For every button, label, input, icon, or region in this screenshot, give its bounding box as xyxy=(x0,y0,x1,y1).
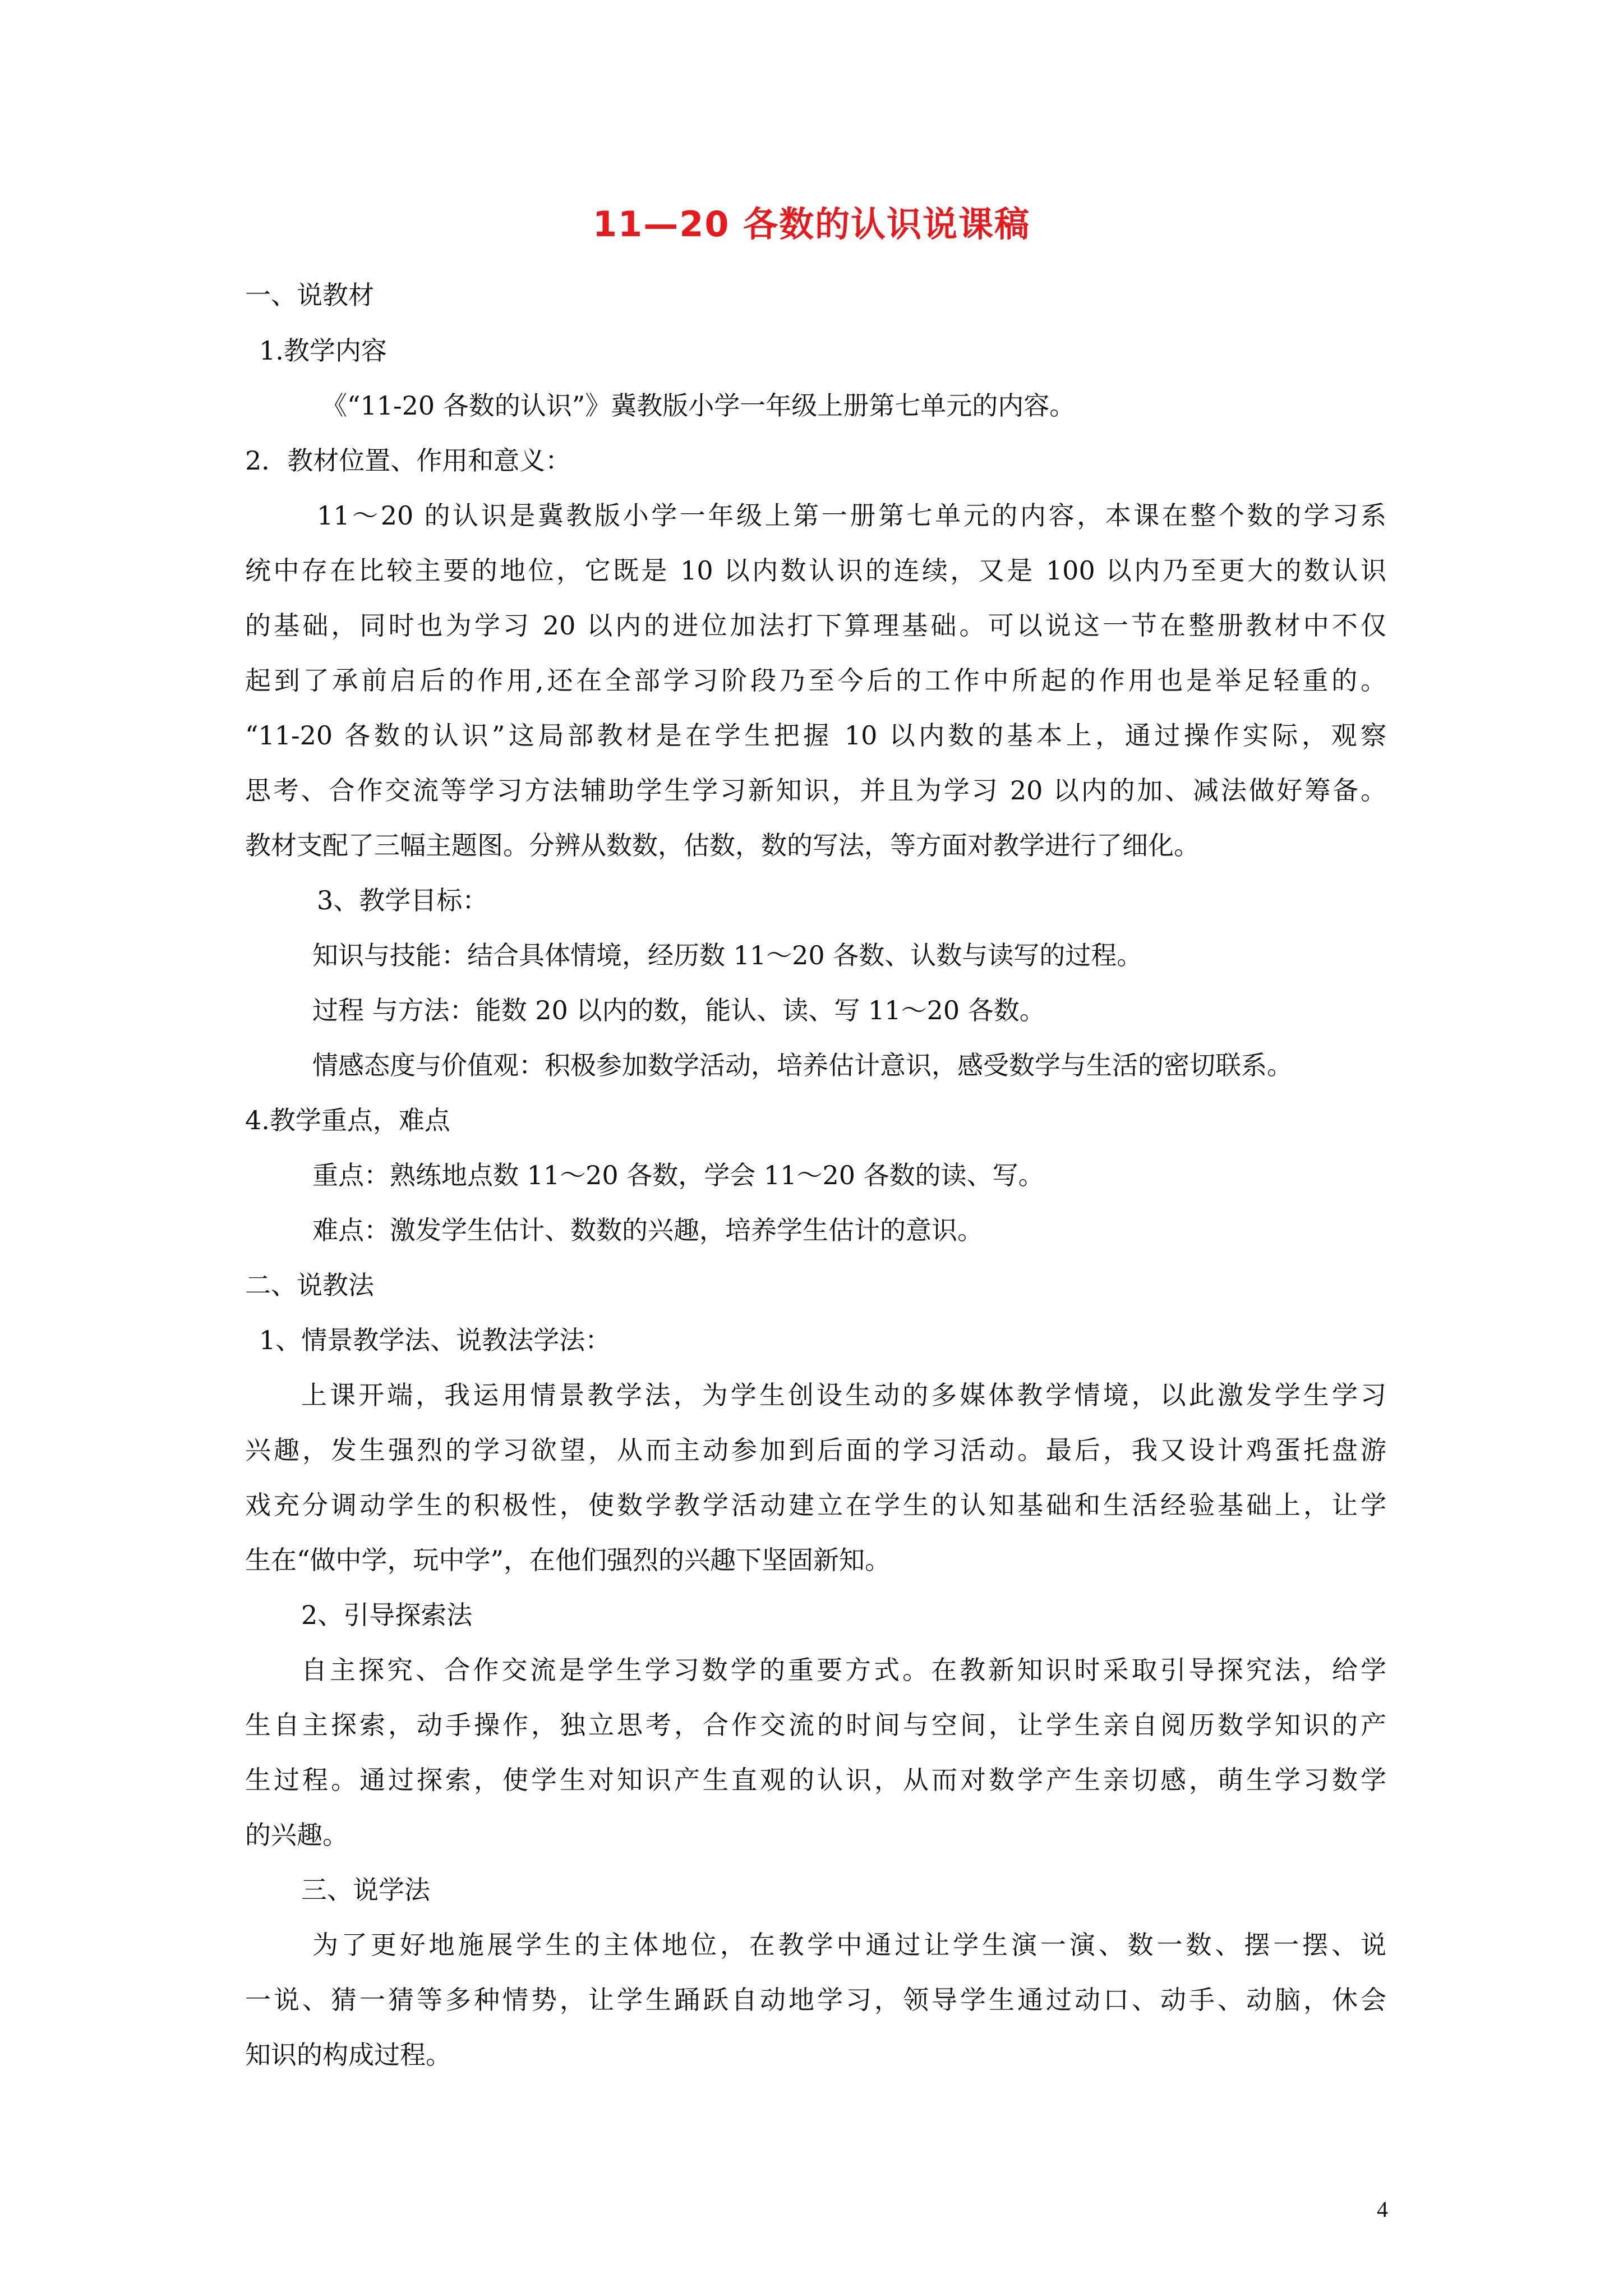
page-number: 4 xyxy=(1377,2197,1388,2222)
paragraph-line: 上课开端，我运用情景教学法，为学生创设生动的多媒体教学情境，以此激发学生学习 xyxy=(301,1380,1386,1410)
paragraph-line: 思考、合作交流等学习方法辅助学生学习新知识，并且为学习 20 以内的加、减法做好筹备。 xyxy=(245,775,1386,806)
subheading-guided-exploration: 2、引导探索法 xyxy=(301,1600,473,1630)
difficulty: 难点：激发学生估计、数数的兴趣，培养学生估计的意识。 xyxy=(312,1215,983,1245)
paragraph-line: 的兴趣。 xyxy=(245,1820,348,1850)
subheading-material-position: 2．教材位置、作用和意义： xyxy=(245,445,571,476)
paragraph-line: 11～20 的认识是冀教版小学一年级上第一册第七单元的内容，本课在整个数的学习系 xyxy=(317,500,1386,531)
goal-knowledge: 知识与技能：结合具体情境，经历数 11～20 各数、认数与读写的过程。 xyxy=(312,940,1143,970)
paragraph-line: 为了更好地施展学生的主体地位，在教学中通过让学生演一演、数一数、摆一摆、说 xyxy=(312,1930,1386,1960)
subheading-teaching-goals: 3、教学目标： xyxy=(317,885,488,915)
paragraph-line: 戏充分调动学生的积极性，使数学教学活动建立在学生的认知基础和生活经验基础上，让学 xyxy=(245,1490,1386,1520)
paragraph-line: 生过程。通过探索，使学生对知识产生直观的认识，从而对数学产生亲切感，萌生学习数学 xyxy=(245,1765,1386,1795)
section-heading-2: 二、说教法 xyxy=(245,1270,374,1300)
paragraph-line: 生在“做中学，玩中学”，在他们强烈的兴趣下坚固新知。 xyxy=(245,1545,891,1575)
paragraph-line: 自主探究、合作交流是学生学习数学的重要方式。在教新知识时采取引导探究法，给学 xyxy=(301,1655,1386,1685)
paragraph-line: 知识的构成过程。 xyxy=(245,2040,451,2070)
key-point: 重点：熟练地点数 11～20 各数，学会 11～20 各数的读、写。 xyxy=(312,1160,1044,1190)
paragraph-line: 统中存在比较主要的地位，它既是 10 以内数认识的连续，又是 100 以内乃至更大的数认识 xyxy=(245,555,1386,586)
paragraph-line: “11-20 各数的认识”这局部教材是在学生把握 10 以内数的基本上，通过操作实际，观察 xyxy=(245,720,1386,751)
goal-emotion: 情感态度与价值观：积极参加数学活动，培养估计意识，感受数学与生活的密切联系。 xyxy=(312,1050,1293,1080)
paragraph-line: 生自主探索，动手操作，独立思考，合作交流的时间与空间，让学生亲自阅历数学知识的产 xyxy=(245,1710,1386,1740)
paragraph-line: 一说、猜一猜等多种情势，让学生踊跃自动地学习，领导学生通过动口、动手、动脑，休会 xyxy=(245,1985,1386,2015)
section-heading-1: 一、说教材 xyxy=(245,280,374,310)
paragraph-line: 教材支配了三幅主题图。分辨从数数，估数，数的写法，等方面对教学进行了细化。 xyxy=(245,830,1200,861)
subheading-key-points: 4.教学重点，难点 xyxy=(245,1105,450,1135)
page-title: 11—20 各数的认识说课稿 xyxy=(592,204,1031,245)
paragraph-line: 起到了承前启后的作用,还在全部学习阶段乃至今后的工作中所起的作用也是举足轻重的。 xyxy=(245,665,1386,696)
section-heading-3: 三、说学法 xyxy=(301,1875,430,1905)
paragraph-line: 的基础，同时也为学习 20 以内的进位加法打下算理基础。可以说这一节在整册教材中不仅 xyxy=(245,610,1386,641)
subheading-teaching-content: 1.教学内容 xyxy=(259,335,387,366)
goal-process: 过程 与方法：能数 20 以内的数，能认、读、写 11～20 各数。 xyxy=(312,995,1045,1025)
teaching-content-text: 《“11-20 各数的认识”》冀教版小学一年级上册第七单元的内容。 xyxy=(321,390,1076,421)
subheading-situational-method: 1、情景教学法、说教法学法： xyxy=(259,1325,611,1355)
paragraph-line: 兴趣，发生强烈的学习欲望，从而主动参加到后面的学习活动。最后，我又设计鸡蛋托盘游 xyxy=(245,1435,1386,1465)
